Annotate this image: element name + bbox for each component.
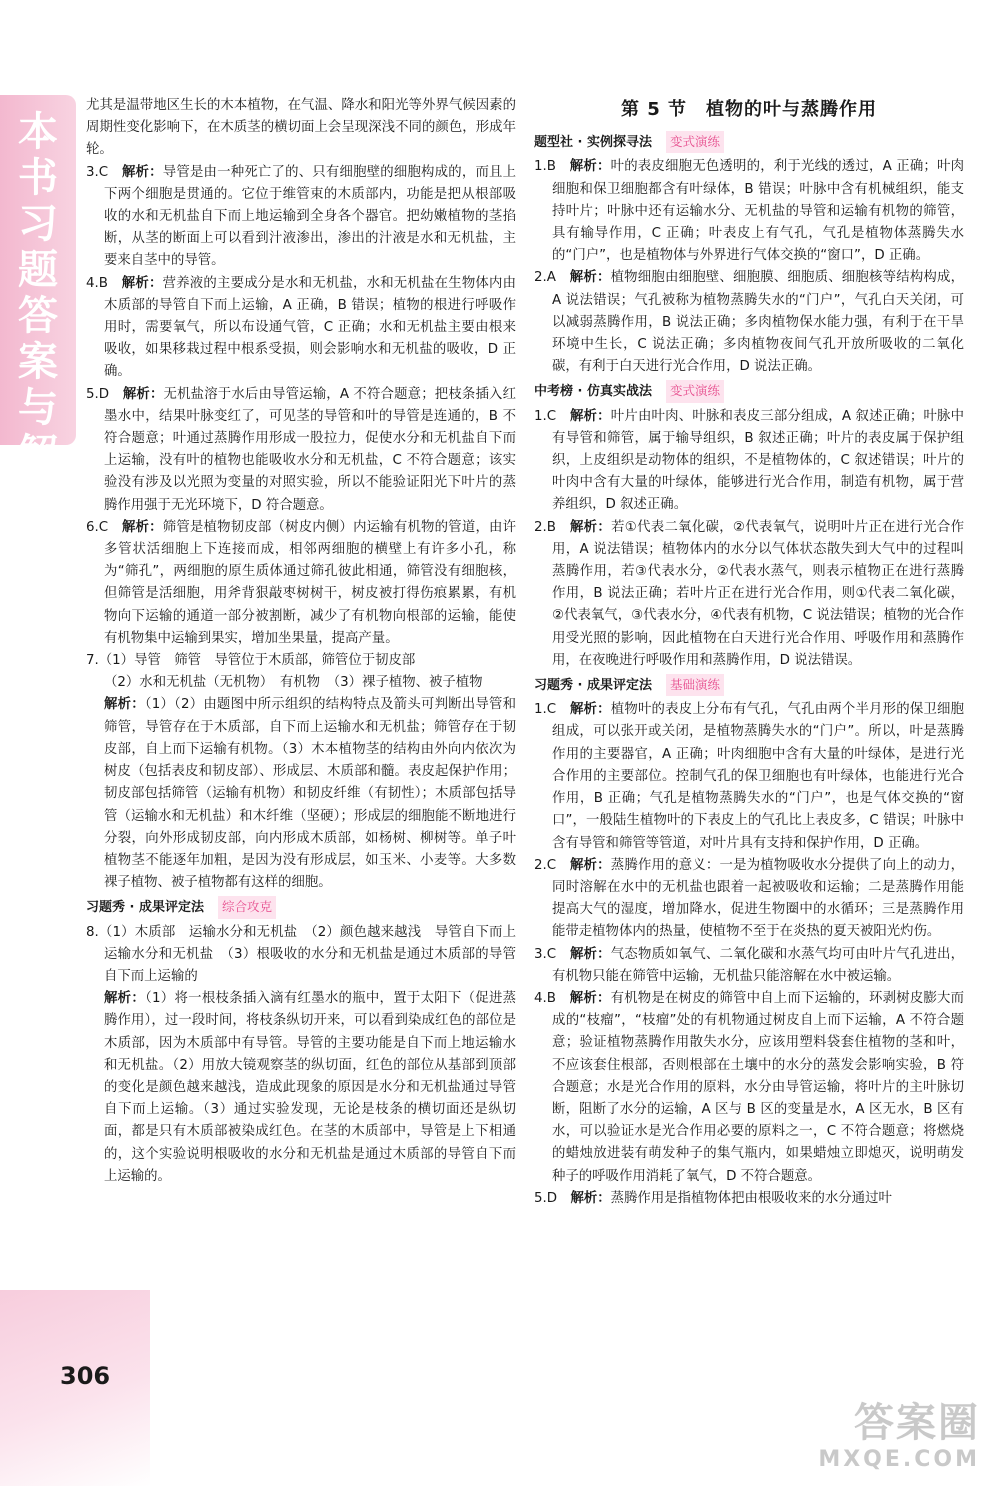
- answer-number: 1.B: [534, 159, 556, 175]
- analysis-label: 解析：: [121, 275, 163, 291]
- analysis-label: 解析：: [121, 164, 163, 180]
- analysis-label: 解析：: [121, 519, 163, 535]
- side-tab-label: 本书习题答案与解析: [18, 109, 58, 523]
- category-heading: [534, 674, 964, 697]
- analysis-label: 解析：: [569, 857, 611, 873]
- analysis-text: 若①代表二氧化碳，②代表氧气，说明叶片正在进行光合作用，A 说法错误；植物体内的水分以气体状态散失到大气中的过程叫蒸腾作用，若③代表水分，②代表水蒸气，则表示植物正在进行蒸腾作用，B 说法正确；若叶片正在进行光合作用，则①代表二氧化碳，②代表氧气，③代表水分，④代表有机物，C 说法错误；植物的光合作用受光照的影响，因此植物在白天进行光合作用、呼吸作用和蒸腾作用，在夜晚进行呼吸作用和蒸腾作用，D 说法错误。: [552, 519, 965, 668]
- answer-item: [86, 162, 516, 273]
- side-tab: [0, 95, 76, 523]
- watermark-url: MXQE.COM: [818, 1447, 980, 1472]
- analysis-text: 蒸腾作用的意义：一是为植物吸收水分提供了向上的动力，同时溶解在水中的无机盐也跟着一起被吸收和运输；二是蒸腾作用能提高大气的湿度，增加降水，促进生物圈中的水循环；三是蒸腾作用能带走植物体内的热量，使植物不至于在炎热的夏天被阳光灼伤。: [552, 857, 965, 940]
- analysis-text: 无机盐溶于水后由导管运输，A 不符合题意；把枝条插入红墨水中，结果叶脉变红了，可见茎的导管和叶的导管是连通的，B 不符合题意；叶通过蒸腾作用形成一股拉力，促使水分和无机盐自下而上运输，没有叶的植物也能吸收水分和无机盐，C 不符合题意；该实验没有涉及以光照为变量的对照实验，所以不能验证阳光下叶片的蒸腾作用强于无光环境下，D 符合题意。: [104, 386, 516, 513]
- right-answer-groups: [534, 131, 964, 1210]
- section-title: 第 5 节 植物的叶与蒸腾作用: [620, 99, 878, 120]
- category-heading: [534, 131, 964, 154]
- right-column: [534, 95, 964, 1210]
- q7-answer: 7.（1）导管 筛管 导管位于木质部，筛管位于韧皮部: [86, 653, 416, 669]
- answer-item: [534, 517, 964, 672]
- answer-item: [86, 517, 516, 650]
- category-tag: 变式演练: [666, 131, 724, 153]
- left-column: [86, 95, 516, 1188]
- analysis-text: 植物叶的表皮上分布有气孔，气孔由两个半月形的保卫细胞组成，可以张开或关闭，是植物蒸腾失水的“门户”。所以，叶是蒸腾作用的主要器官，A 正确；叶肉细胞中含有大量的叶绿体，是进行光合作用的主要部位。控制气孔的保卫细胞也有叶绿体，也能进行光合作用，B 正确；气孔是植物蒸腾失水的“门户”，也是气体交换的“窗口”，一般陆生植物叶的下表皮上的气孔比上表皮多，C 错误；叶脉中含有导管和筛管等管道，对叶片具有支持和保护作用，D 正确。: [552, 702, 965, 851]
- analysis-text: 气态物质如氧气、二氧化碳和水蒸气均可由叶片气孔进出，有机物只能在筛管中运输，无机盐只能溶解在水中被运输。: [552, 946, 965, 984]
- answer-item: [534, 944, 964, 988]
- category-heading: [86, 896, 516, 919]
- analysis-label: 解析：: [570, 1190, 611, 1206]
- category-tag: 基础演练: [666, 674, 724, 696]
- analysis-text: 筛管是植物韧皮部（树皮内侧）内运输有机物的管道，由许多管状活细胞上下连接而成，相邻两细胞的横壁上有许多小孔，称为“筛孔”，两细胞的原生质体通过筛孔彼此相通，筛管没有细胞核，但筛管是活细胞，用斧背狠敲枣树树干，树皮被打得伤痕累累，有机物向下运输的通道一部分被割断，减少了有机物向根部的运输，能使有机物集中运输到果实，增加坐果量，提高产量。: [104, 519, 517, 646]
- answer-number: 6.C: [86, 519, 109, 535]
- q7-answer-cont: （2）水和无机盐（无机物） 有机物 （3）裸子植物、被子植物: [104, 675, 483, 691]
- answer-item: [534, 156, 964, 267]
- answer-item: [534, 1188, 964, 1210]
- answer-number: 5.D: [86, 386, 110, 402]
- answer-number: 3.C: [86, 164, 109, 180]
- answer-item: [86, 384, 516, 517]
- answer-item: [534, 406, 964, 517]
- category-title: 中考榜 · 仿真实战法: [534, 384, 652, 400]
- analysis-label: 解析：: [569, 519, 612, 535]
- answer-number: 4.B: [86, 275, 108, 291]
- category-tag: 综合攻克: [218, 896, 276, 918]
- category-title: 习题秀 · 成果评定法: [534, 678, 652, 694]
- watermark-logo: 答案圈: [854, 1400, 980, 1446]
- category-title: 题型社 · 实例探寻法: [534, 135, 652, 151]
- answer-number: 2.C: [534, 857, 557, 873]
- category-tag: 变式演练: [666, 380, 724, 402]
- analysis-text: 有机物是在树皮的筛管中自上而下运输的，环剥树皮膨大而成的“枝瘤”，“枝瘤”处的有机物通过树皮自上而下运输，A 不符合题意；验证植物蒸腾作用散失水分，应该用塑料袋套住植物的茎和叶，不应该套住根部，否则根部在土壤中的水分的蒸发会影响实验，B 符合题意；水是光合作用的原料，水分由导管运输，将叶片的主叶脉切断，阻断了水分的运输，A 区与 B 区的变量是水，A 区无水，B 区有水，可以验证水是光合作用必要的原料之一，C 不符合题意；将燃烧的蜡烛放进装有萌发种子的集气瓶内，如果蜡烛立即熄灭，说明萌发种子的呼吸作用消耗了氧气，D 不符合题意。: [552, 990, 965, 1184]
- answer-item: [534, 855, 964, 944]
- q8-analysis: 解析：（1）将一根枝条插入滴有红墨水的瓶中，置于太阳下（促进蒸腾作用），过一段时间，将枝条纵切开来，可以看到染成红色的部位是木质部，因为木质部中有导管。导管的主要功能是自下而上地运输水和无机盐。（2）用放大镜观察茎的纵切面，红色的部位从基部到顶部的变化是颜色越来越浅，造成此现象的原因是水分和无机盐通过导管自下而上运输。（3）通过实验发现，无论是枝条的横切面还是纵切面，都是只有木质部被染成红色。在茎的木质部中，导管是上下相通的，这个实验说明根吸收的水分和无机盐是通过木质部的导管自下而上运输的。: [104, 991, 517, 1184]
- answer-item: [534, 988, 964, 1188]
- answer-number: 1.C: [534, 702, 557, 718]
- left-answer-list: [86, 162, 516, 650]
- page-number: 306: [60, 1362, 111, 1390]
- analysis-text: 蒸腾作用是指植物体把由根吸收来的水分通过叶: [610, 1190, 892, 1206]
- answer-number: 4.B: [534, 990, 556, 1006]
- q7-analysis: 解析：（1）（2）由题图中所示组织的结构特点及箭头可判断出导管和筛管，导管存在于木质部，自下而上运输水和无机盐；筛管存在于韧皮部，自上而下运输有机物。（3）木本植物茎的结构由外向内依次为树皮（包括表皮和韧皮部）、形成层、木质部和髓。表皮起保护作用；韧皮部包括筛管（运输有机物）和韧皮纤维（有韧性）；木质部包括导管（运输水和无机盐）和木纤维（坚硬）；形成层的细胞能不断地进行分裂，向外形成韧皮部，向内形成木质部，如杨树、柳树等。单子叶植物茎不能逐年加粗，是因为没有形成层，如玉米、小麦等。大多数裸子植物、被子植物都有这样的细胞。: [104, 697, 517, 891]
- answer-number: 5.D: [534, 1190, 558, 1206]
- answer-number: 2.A: [534, 270, 556, 286]
- analysis-label: 解析：: [569, 408, 611, 424]
- answer-number: 2.B: [534, 519, 556, 535]
- analysis-label: 解析：: [569, 270, 611, 286]
- answer-item: [86, 273, 516, 384]
- analysis-label: 解析：: [569, 159, 611, 175]
- answer-item: [534, 699, 964, 854]
- analysis-text: 导管是由一种死亡了的、只有细胞壁的细胞构成的，而且上下两个细胞是贯通的。它位于维管束的木质部内，功能是把从根部吸收的水和无机盐自下而上地运输到全身各个器官。把幼嫩植物的茎掐断，从茎的断面上可以看到汁液渗出，渗出的汁液是水和无机盐，主要来自茎中的导管。: [104, 164, 517, 269]
- analysis-text: 植物细胞由细胞壁、细胞膜、细胞质、细胞核等结构构成，A 说法错误；气孔被称为植物蒸腾失水的“门户”，气孔白天关闭，可以减弱蒸腾作用，B 说法正确；多肉植物保水能力强，有利于在干旱环境中生长，C 说法正确；多肉植物夜间气孔开放所吸收的二氧化碳，有利于白天进行光合作用，D 说法正确。: [552, 270, 965, 375]
- category-heading: [534, 380, 964, 403]
- answer-item: [534, 267, 964, 378]
- analysis-label: 解析：: [569, 702, 611, 718]
- watermark: [790, 1400, 980, 1482]
- analysis-text: 叶的表皮细胞无色透明的，利于光线的透过，A 正确；叶肉细胞和保卫细胞都含有叶绿体，B 错误；叶脉中含有机械组织，能支持叶片；叶脉中还有运输水分、无机盐的导管和运输有机物的筛管，具有输导作用，C 正确；叶表皮上有气孔，气孔是植物体蒸腾失水的“门户”，也是植物体与外界进行气体交换的“窗口”，D 正确。: [552, 159, 965, 264]
- category-title: 习题秀 · 成果评定法: [86, 900, 204, 916]
- analysis-text: 叶片由叶肉、叶脉和表皮三部分组成，A 叙述正确；叶脉中有导管和筛管，属于输导组织，B 叙述正确；叶片的表皮属于保护组织，上皮组织是动物体的组织，不是植物体的，C 叙述错误；叶片的叶肉中含有大量的叶绿体，能够进行光合作用，制造有机物，属于营养组织，D 叙述正确。: [552, 408, 965, 513]
- answer-number: 3.C: [534, 946, 557, 962]
- analysis-label: 解析：: [569, 990, 611, 1006]
- answer-number: 1.C: [534, 408, 557, 424]
- analysis-text: 营养液的主要成分是水和无机盐，水和无机盐在生物体内由木质部的导管自下而上运输，A 正确，B 错误；植物的根进行呼吸作用时，需要氧气，所以布设通气管，C 正确；水和无机盐主要由根来吸收，如果移栽过程中根系受损，则会影响水和无机盐的吸收，D 正确。: [104, 275, 517, 380]
- continued-paragraph: 尤其是温带地区生长的木本植物，在气温、降水和阳光等外界气候因素的周期性变化影响下，在木质茎的横切面上会呈现深浅不同的颜色，形成年轮。: [86, 98, 516, 158]
- analysis-label: 解析：: [569, 946, 611, 962]
- analysis-label: 解析：: [122, 386, 164, 402]
- q8-answer: 8.（1）木质部 运输水分和无机盐 （2）颜色越来越浅 导管自下而上运输水分和无机盐 （3）根吸收的水分和无机盐是通过木质部的导管自下而上运输的: [86, 924, 516, 984]
